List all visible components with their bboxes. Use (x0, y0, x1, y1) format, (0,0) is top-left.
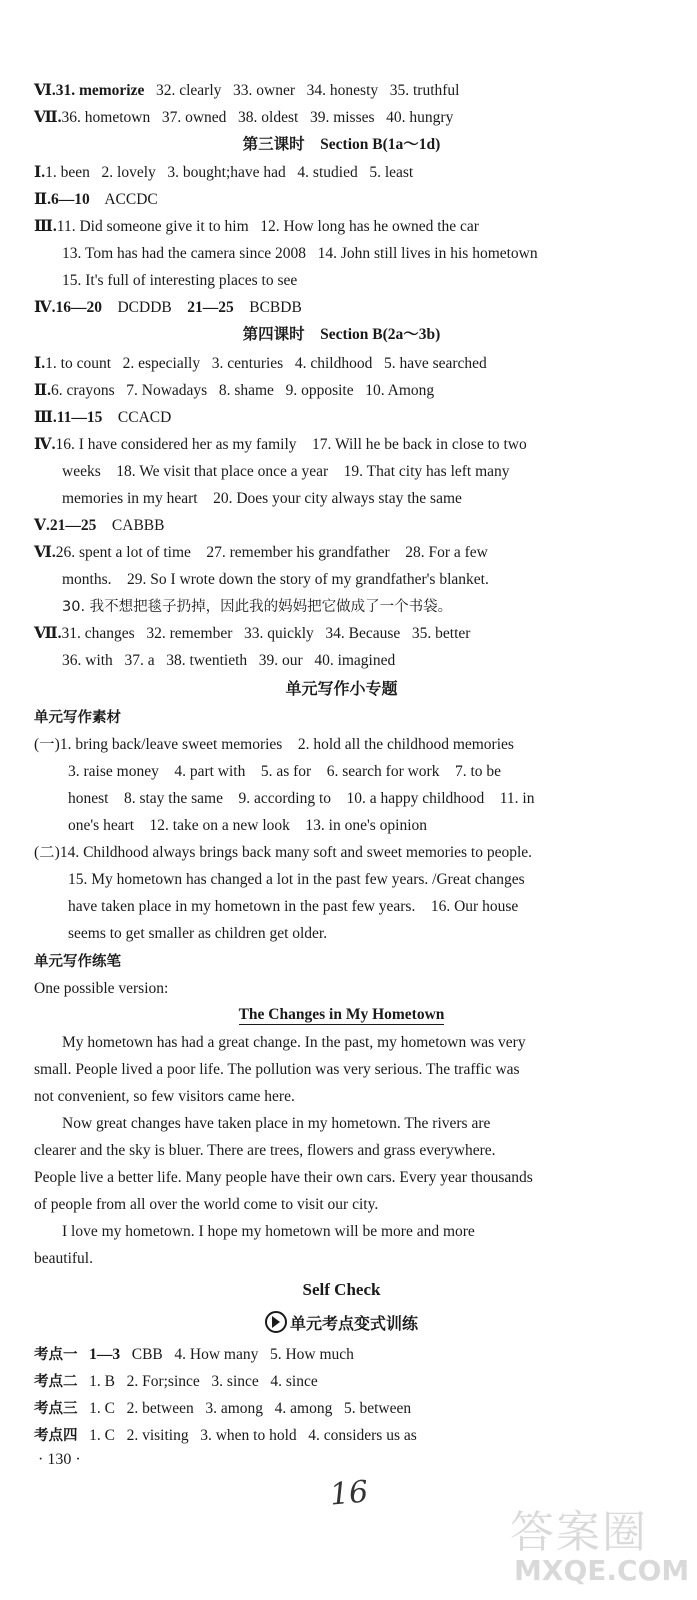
answer-line: Ⅴ.21—25 CABBB (34, 517, 165, 534)
writing-line: 3. raise money 4. part with 5. as for 6. search for work 7. to be (68, 763, 502, 780)
version-note: One possible version: (34, 980, 169, 997)
handwritten-mark: 16 (328, 1474, 370, 1513)
section-heading-lesson4: 第四课时 Section B(2a～3b) (242, 326, 441, 343)
answer-line: 15. It's full of interesting places to see (62, 272, 298, 289)
exam-point-line: 考点二 1. B 2. For;since 3. since 4. since (34, 1373, 318, 1390)
subheading-materials: 单元写作素材 (34, 710, 121, 726)
answer-line: weeks 18. We visit that place once a year 19. That city has left many (62, 463, 510, 480)
answer-line: 13. Tom has had the camera since 2008 14. John still lives in his hometown (62, 245, 538, 262)
answer-line: Ⅳ.16—20 DCDDB 21—25 BCBDB (34, 299, 302, 316)
page-number: · 130 · (38, 1451, 81, 1468)
essay-line: People live a better life. Many people have their own cars. Every year thousands (34, 1169, 533, 1186)
essay-line: Now great changes have taken place in my hometown. The rivers are (62, 1115, 491, 1132)
answer-line-vii: Ⅶ.36. hometown 37. owned 38. oldest 39. misses 40. hungry (34, 109, 454, 126)
answer-line: Ⅶ.31. changes 32. remember 33. quickly 34. Because 35. better (34, 625, 471, 642)
answer-line-chinese: 30. 我不想把毯子扔掉，因此我的妈妈把它做成了一个书袋。 (62, 599, 453, 615)
essay-line: beautiful. (34, 1250, 93, 1267)
writing-line: honest 8. stay the same 9. according to 10. a happy childhood 11. in (68, 790, 535, 807)
play-arrow-icon (265, 1311, 287, 1333)
watermark-url: MXQE.COM (514, 1554, 690, 1587)
writing-line: have taken place in my hometown in the past few years. 16. Our house (68, 898, 519, 915)
essay-line: not convenient, so few visitors came here. (34, 1088, 295, 1105)
writing-line: (一)1. bring back/leave sweet memories 2. hold all the childhood memories (34, 736, 514, 753)
exam-point-line: 考点四 1. C 2. visiting 3. when to hold 4. considers us as (34, 1427, 417, 1444)
essay-title: The Changes in My Hometown (238, 1006, 445, 1023)
writing-line: one's heart 12. take on a new look 13. in one's opinion (68, 817, 428, 834)
answer-line: Ⅲ.11—15 CCACD (34, 409, 172, 426)
answer-line: Ⅳ.16. I have considered her as my family 17. Will he be back in close to two (34, 436, 527, 453)
section-heading-writing: 单元写作小专题 (285, 679, 398, 698)
essay-line: I love my hometown. I hope my hometown will be more and more (62, 1223, 475, 1240)
answer-line: months. 29. So I wrote down the story of my grandfather's blanket. (62, 571, 489, 588)
watermark-text: 答案圈 (510, 1507, 648, 1558)
answer-line: Ⅰ.1. been 2. lovely 3. bought;have had 4. studied 5. least (34, 164, 414, 181)
essay-line: of people from all over the world come to visit our city. (34, 1196, 379, 1213)
essay-line: My hometown has had a great change. In the past, my hometown was very (62, 1034, 526, 1051)
writing-line: 15. My hometown has changed a lot in the past few years. /Great changes (68, 871, 525, 888)
subheading-practice: 单元写作练笔 (34, 954, 121, 970)
answer-line: Ⅱ.6—10 ACCDC (34, 191, 158, 208)
exam-point-line: 考点一 1—3 CBB 4. How many 5. How much (34, 1346, 354, 1363)
writing-line: (二)14. Childhood always brings back many soft and sweet memories to people. (34, 844, 533, 861)
watermark-logo (470, 1496, 690, 1596)
essay-line: small. People lived a poor life. The pollution was very serious. The traffic was (34, 1061, 520, 1078)
answer-line: 36. with 37. a 38. twentieth 39. our 40. imagined (62, 652, 396, 669)
answer-line: memories in my heart 20. Does your city always stay the same (62, 490, 462, 507)
exam-point-line: 考点三 1. C 2. between 3. among 4. among 5. between (34, 1400, 412, 1417)
answer-line: Ⅲ.11. Did someone give it to him 12. How long has he owned the car (34, 218, 479, 235)
section-heading-lesson3: 第三课时 Section B(1a～1d) (242, 136, 441, 153)
answer-line: Ⅰ.1. to count 2. especially 3. centuries 4. childhood 5. have searched (34, 355, 487, 372)
essay-line: clearer and the sky is bluer. There are trees, flowers and grass everywhere. (34, 1142, 496, 1159)
exam-points-heading: 单元考点变式训练 (34, 1311, 649, 1336)
answer-line: Ⅵ.26. spent a lot of time 27. remember his grandfather 28. For a few (34, 544, 488, 561)
answer-line-vi: Ⅵ.31. memorize 32. clearly 33. owner 34. honesty 35. truthful (34, 82, 460, 99)
answer-line: Ⅱ.6. crayons 7. Nowadays 8. shame 9. opposite 10. Among (34, 382, 435, 399)
writing-line: seems to get smaller as children get older. (68, 925, 328, 942)
self-check-heading: Self Check (302, 1280, 381, 1299)
